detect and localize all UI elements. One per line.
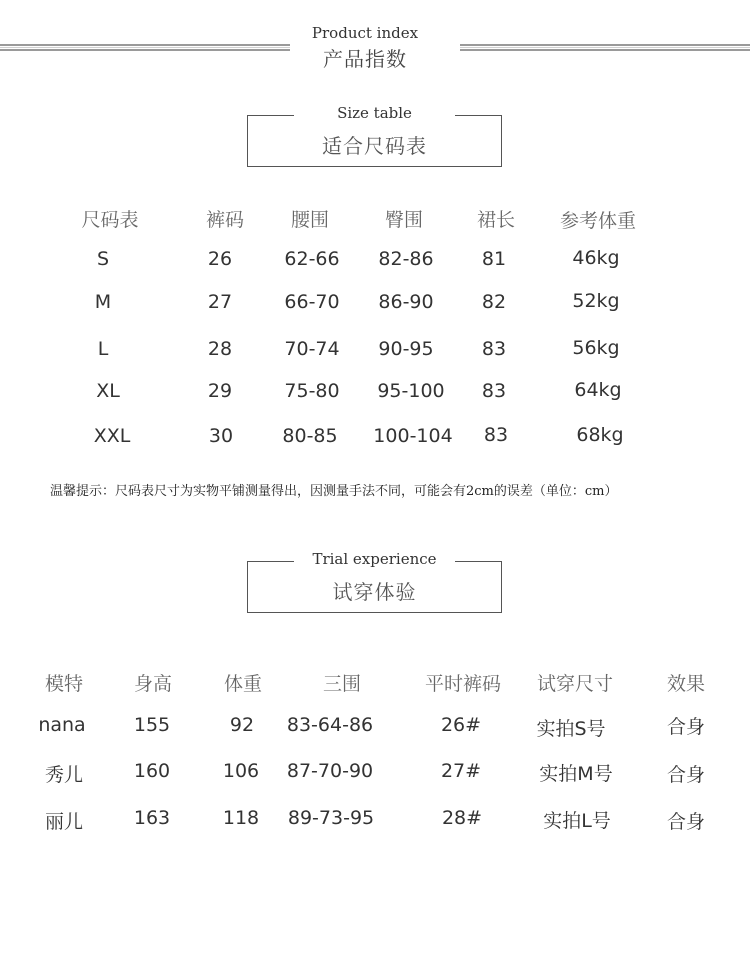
size-cell: S [96,248,110,270]
trial-cell: 155 [133,714,171,736]
trial-table-header: 效果 [666,673,706,695]
header-title-en: Product index [311,24,419,42]
trial-table-header: 模特 [44,673,84,695]
measurement-notice: 温馨提示：尺码表尺寸为实物平铺测量得出，因测量手法不同，可能会有2cm的误差（单位：cm） [50,484,618,499]
size-cell: 81 [481,248,507,270]
trial-cell: 实拍L号 [543,810,611,832]
size-table-header: 参考体重 [559,210,637,232]
trial-cell: 丽儿 [44,811,84,833]
size-cell: 64kg [574,379,622,401]
size-cell: 52kg [572,290,620,312]
trial-table-header: 身高 [133,673,173,695]
size-cell: 82-86 [378,248,434,270]
trial-cell: 实拍S号 [536,718,606,740]
trial-cell: nana [38,714,86,736]
size-table-header: 尺码表 [81,209,139,231]
trial-cell: 87-70-90 [286,760,374,782]
size-cell: 82 [481,291,507,313]
trial-cell: 106 [222,760,260,782]
size-cell: XL [96,380,120,402]
trial-cell: 秀儿 [44,764,84,786]
trial-cell: 合身 [666,811,706,833]
trial-cell: 83-64-86 [286,714,374,736]
trial-section-title-box [247,550,502,613]
size-section-title-box [247,104,502,167]
size-table-header: 裤码 [205,209,245,231]
trial-cell: 实拍M号 [539,763,613,785]
trial-cell: 160 [133,760,171,782]
trial-cell: 合身 [666,716,706,738]
size-section-title-en: Size table [337,104,412,122]
size-cell: 83 [481,380,507,402]
trial-section-title-en: Trial experience [312,550,437,568]
size-section-title-zh: 适合尺码表 [322,134,427,158]
size-table-header: 腰围 [290,209,330,231]
size-cell: M [94,291,112,313]
size-cell: 75-80 [284,380,340,402]
size-cell: 26 [207,248,233,270]
size-cell: XXL [93,425,131,447]
size-cell: 66-70 [284,291,340,313]
size-cell: 83 [481,338,507,360]
size-cell: 95-100 [377,380,445,402]
size-cell: 90-95 [378,338,434,360]
trial-table-header: 体重 [223,673,263,695]
size-cell: 70-74 [284,338,340,360]
trial-cell: 合身 [666,764,706,786]
size-cell: 80-85 [282,425,338,447]
size-cell: 29 [207,380,233,402]
trial-table-header: 试穿尺寸 [536,673,614,695]
size-cell: 27 [207,291,233,313]
size-cell: 30 [208,425,234,447]
trial-table-header: 平时裤码 [424,673,502,695]
size-table-header: 裙长 [476,209,516,231]
trial-table-header: 三围 [322,673,362,695]
size-cell: 86-90 [378,291,434,313]
trial-cell: 118 [222,807,260,829]
size-cell: 100-104 [373,425,453,447]
trial-section-title-zh: 试穿体验 [332,580,417,604]
trial-cell: 92 [229,714,255,736]
trial-cell: 26# [440,714,482,736]
trial-cell: 28# [441,807,483,829]
trial-cell: 163 [133,807,171,829]
size-cell: 83 [483,424,509,446]
trial-cell: 27# [440,760,482,782]
size-cell: L [97,338,109,360]
size-cell: 62-66 [284,248,340,270]
size-table-header: 臀围 [384,209,424,231]
size-cell: 56kg [572,337,620,359]
size-cell: 68kg [576,424,624,446]
header-title-zh: 产品指数 [323,47,407,71]
trial-cell: 89-73-95 [287,807,375,829]
size-cell: 28 [207,338,233,360]
size-cell: 46kg [572,247,620,269]
